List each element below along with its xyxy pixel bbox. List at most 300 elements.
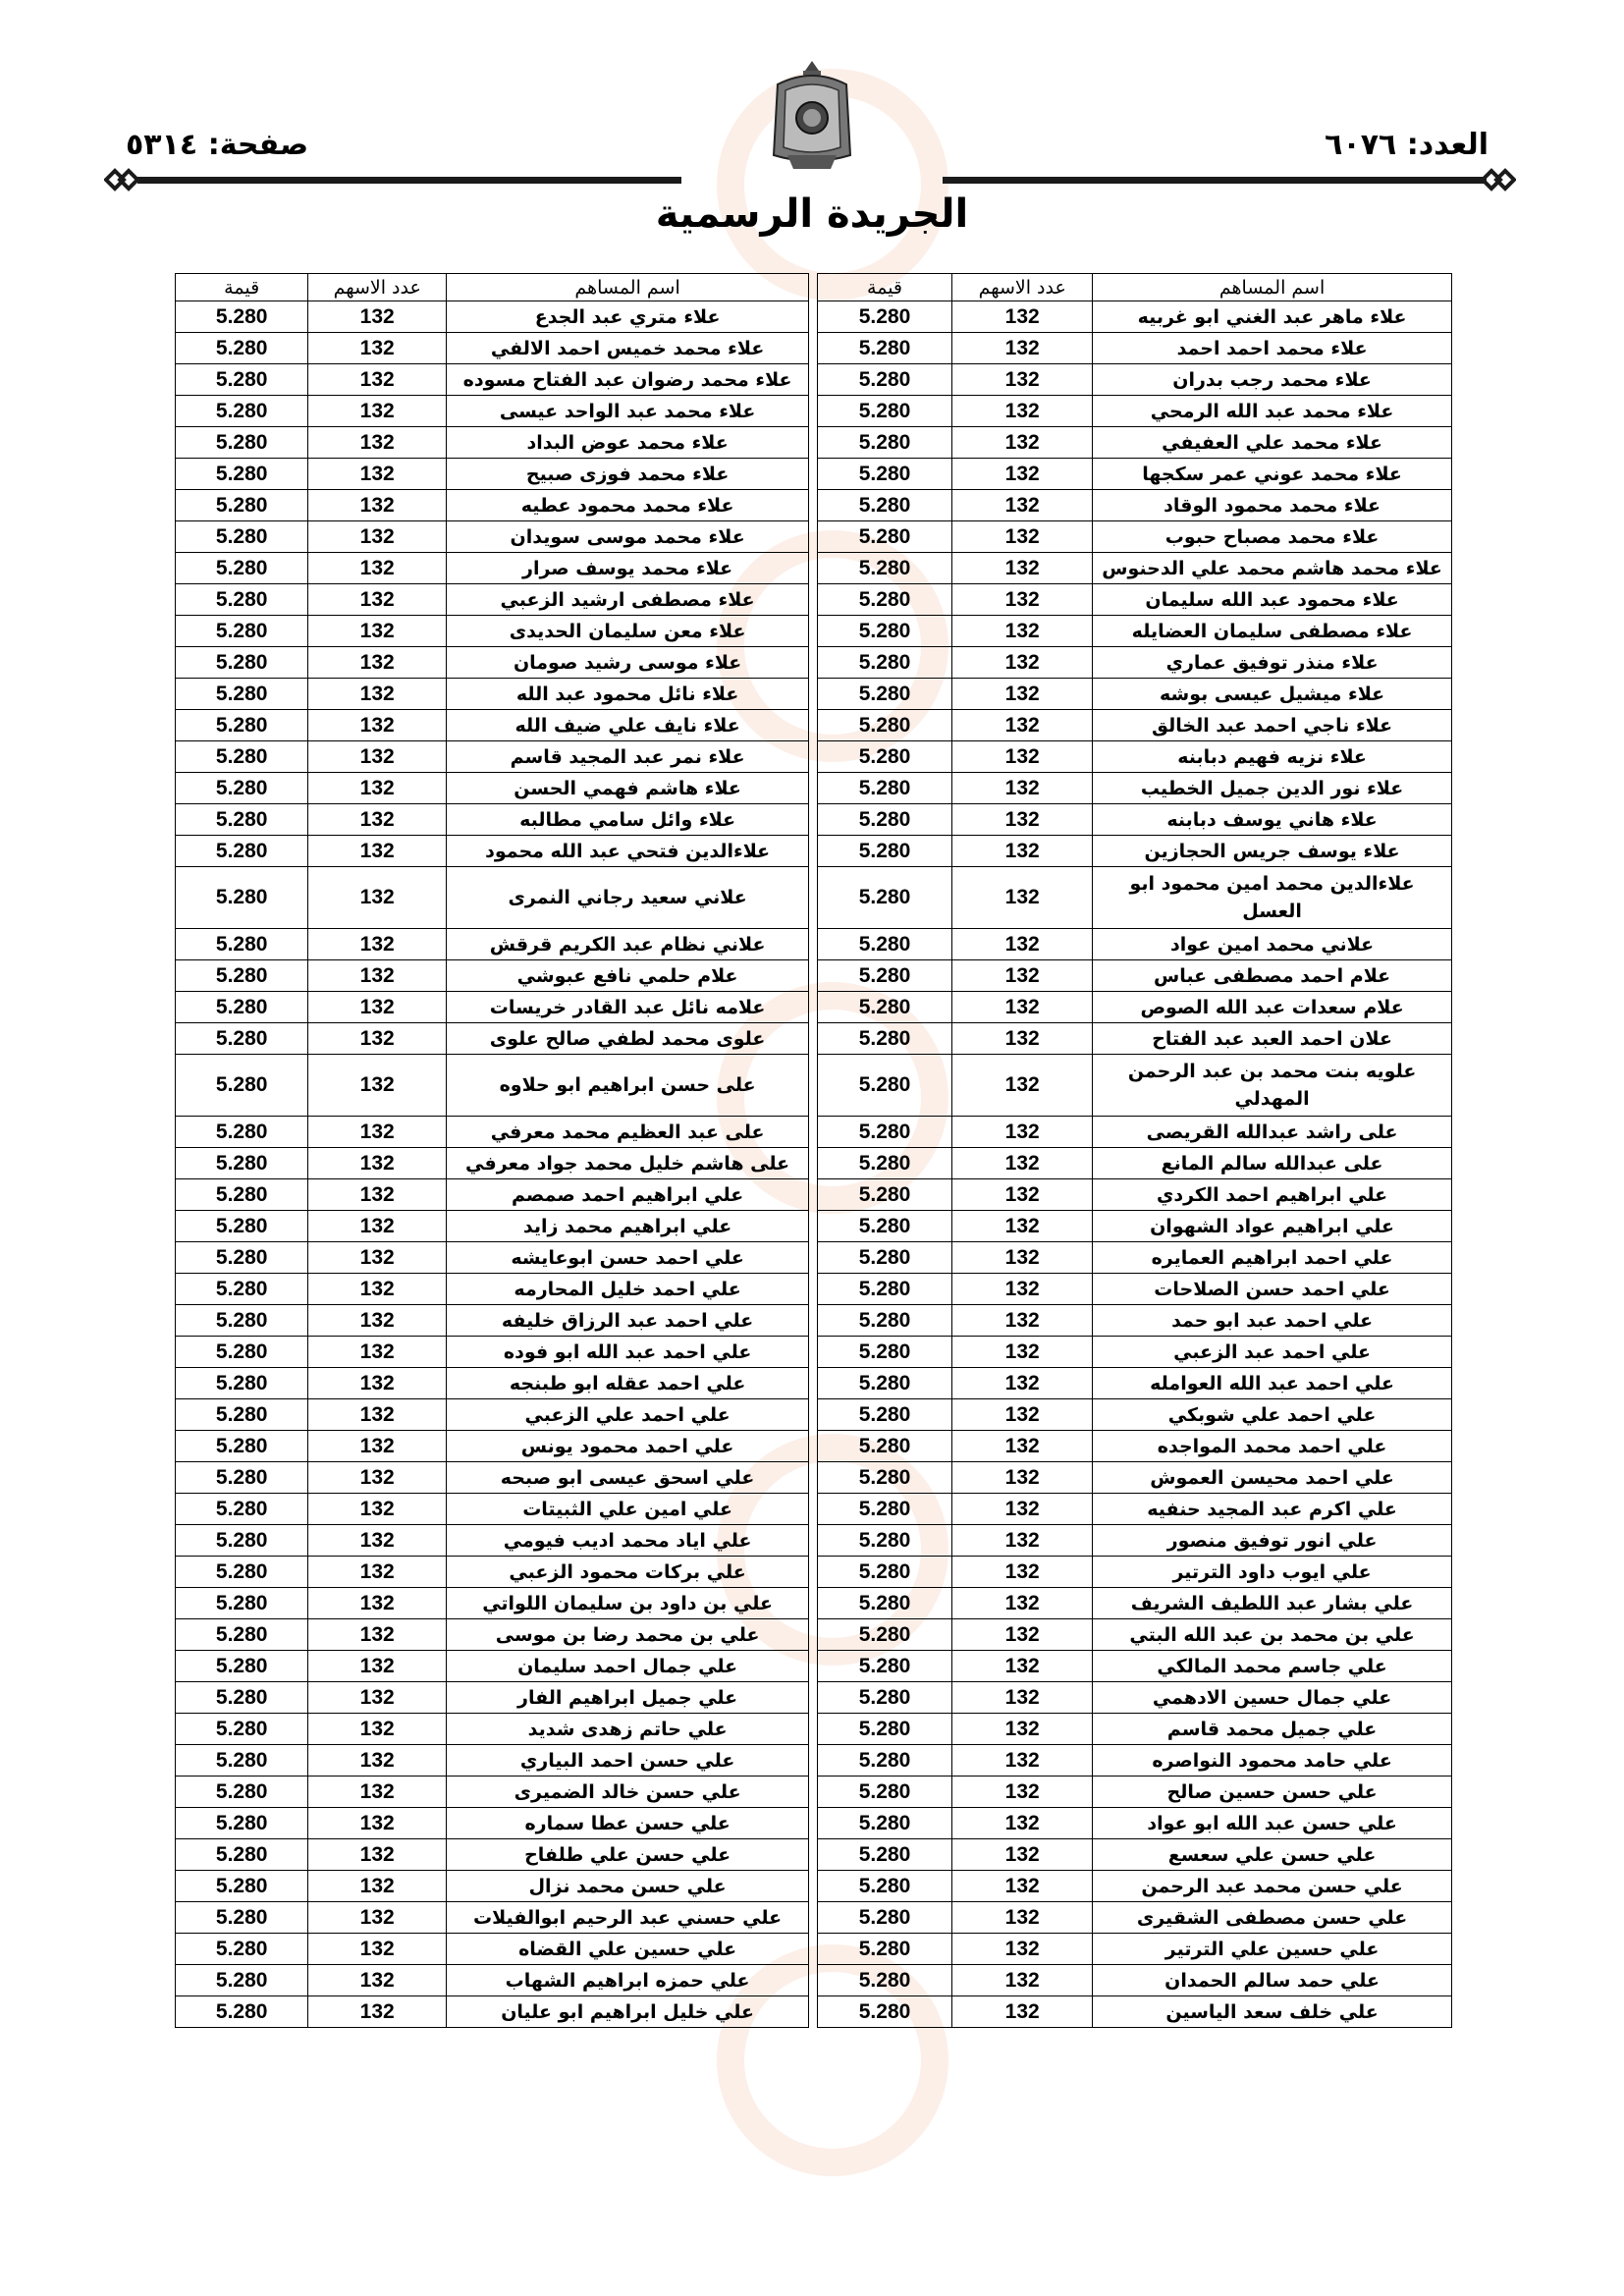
share-value-cell: 5.280	[176, 459, 308, 490]
share-value-cell: 5.280	[817, 1305, 951, 1337]
table-row	[176, 1399, 1452, 1431]
share-value-cell: 5.280	[176, 1871, 308, 1902]
column-gap	[809, 1682, 818, 1714]
column-gap	[809, 1714, 818, 1745]
shareholder-name-cell: علاء نمر عبد المجيد قاسم	[447, 741, 809, 773]
table-row	[176, 1714, 1452, 1745]
page-header	[0, 0, 1624, 265]
shareholder-name-cell: علاني نظام عبد الكريم قرقش	[447, 929, 809, 960]
column-gap	[809, 1996, 818, 2028]
shareholder-name-cell: علي اياد محمد اديب فيومي	[447, 1525, 809, 1557]
share-value-cell: 5.280	[176, 1494, 308, 1525]
shareholder-name-cell: علي بركات محمود الزعبي	[447, 1557, 809, 1588]
share-value-cell: 5.280	[176, 773, 308, 804]
shareholder-name-cell: علي حسن محمد نزال	[447, 1871, 809, 1902]
shareholder-name-cell: علاء محمد عوض البداد	[447, 427, 809, 459]
shareholder-name-cell: علي جاسم محمد المالكي	[1093, 1651, 1452, 1682]
shareholder-name-cell: علاء ناجي احمد عبد الخالق	[1093, 710, 1452, 741]
shareholder-name-cell: علي ابراهيم محمد زايد	[447, 1211, 809, 1242]
share-value-cell: 5.280	[817, 1431, 951, 1462]
shareholder-name-cell: علاني محمد امين عواد	[1093, 929, 1452, 960]
column-gap	[809, 1619, 818, 1651]
shareholder-name-cell: علاء منذر توفيق عماري	[1093, 647, 1452, 679]
shareholder-name-cell: علويه بنت محمد بن عبد الرحمن المهدلي	[1093, 1055, 1452, 1117]
share-value-cell: 5.280	[176, 710, 308, 741]
shareholder-name-cell: علاء مصطفى ارشيد الزعبي	[447, 584, 809, 616]
share-count-cell: 132	[308, 1965, 447, 1996]
share-count-cell: 132	[952, 1117, 1093, 1148]
share-value-cell: 5.280	[817, 960, 951, 992]
column-gap	[809, 333, 818, 364]
share-count-cell: 132	[308, 1902, 447, 1934]
share-value-cell: 5.280	[817, 1557, 951, 1588]
share-count-cell: 132	[308, 1619, 447, 1651]
column-gap	[809, 741, 818, 773]
share-count-cell: 132	[308, 553, 447, 584]
share-value-cell: 5.280	[817, 1839, 951, 1871]
shareholder-name-cell: علي اسحق عيسى ابو صبحه	[447, 1462, 809, 1494]
share-value-cell: 5.280	[817, 1179, 951, 1211]
share-value-cell: 5.280	[176, 1242, 308, 1274]
share-count-cell: 132	[952, 1557, 1093, 1588]
share-value-cell: 5.280	[176, 1619, 308, 1651]
table-row	[176, 1055, 1452, 1117]
table-row	[176, 1179, 1452, 1211]
shareholder-name-cell: علي حسن محمد عبد الرحمن	[1093, 1871, 1452, 1902]
column-gap	[809, 929, 818, 960]
column-gap	[809, 1305, 818, 1337]
table-row	[176, 1337, 1452, 1368]
column-gap	[809, 1871, 818, 1902]
shareholder-name-cell: علاء محمد عبد الواحد عيسى	[447, 396, 809, 427]
share-value-cell: 5.280	[817, 333, 951, 364]
column-gap	[809, 274, 818, 301]
column-gap	[809, 1368, 818, 1399]
share-value-cell: 5.280	[176, 929, 308, 960]
share-value-cell: 5.280	[176, 1934, 308, 1965]
share-count-cell: 132	[952, 333, 1093, 364]
share-count-cell: 132	[308, 1305, 447, 1337]
share-value-cell: 5.280	[176, 1525, 308, 1557]
share-value-cell: 5.280	[176, 1023, 308, 1055]
share-count-cell: 132	[308, 1588, 447, 1619]
jordan-emblem-icon	[768, 57, 856, 173]
share-count-cell: 132	[952, 710, 1093, 741]
share-count-cell: 132	[308, 1023, 447, 1055]
column-gap	[809, 364, 818, 396]
share-count-cell: 132	[952, 1148, 1093, 1179]
share-count-cell: 132	[952, 773, 1093, 804]
column-gap	[809, 616, 818, 647]
column-gap	[809, 1777, 818, 1808]
share-count-cell: 132	[952, 1651, 1093, 1682]
paper-title: الجريدة الرسمية	[655, 191, 969, 237]
table-row	[176, 1368, 1452, 1399]
table-row	[176, 1651, 1452, 1682]
share-value-cell: 5.280	[817, 992, 951, 1023]
share-count-cell: 132	[952, 1431, 1093, 1462]
shareholder-name-cell: علي احمد عبد الله العوامله	[1093, 1368, 1452, 1399]
share-count-cell: 132	[308, 710, 447, 741]
shareholder-name-cell: على عبد العظيم محمد معرفي	[447, 1117, 809, 1148]
shareholder-name-cell: علي احمد علي شوبكي	[1093, 1399, 1452, 1431]
table-row	[176, 1557, 1452, 1588]
share-count-cell: 132	[952, 1525, 1093, 1557]
shareholder-name-cell: علي امين علي الثبيتات	[447, 1494, 809, 1525]
share-count-cell: 132	[952, 1368, 1093, 1399]
page-number: صفحة: ٥٣١٤	[126, 128, 309, 162]
table-row	[176, 1525, 1452, 1557]
shareholder-name-cell: علام حلمي نافع عبوشي	[447, 960, 809, 992]
share-value-cell: 5.280	[817, 1274, 951, 1305]
column-header-shares: عدد الاسهم	[952, 274, 1093, 301]
share-count-cell: 132	[308, 1337, 447, 1368]
share-count-cell: 132	[308, 616, 447, 647]
shareholder-name-cell: علاء محمد يوسف صرار	[447, 553, 809, 584]
ornament-knot-icon	[1481, 167, 1516, 192]
share-count-cell: 132	[952, 1399, 1093, 1431]
share-count-cell: 132	[308, 1934, 447, 1965]
shareholders-table-wrap	[175, 273, 1452, 2028]
column-gap	[809, 1117, 818, 1148]
share-value-cell: 5.280	[817, 427, 951, 459]
shareholder-name-cell: علاء هاني يوسف دبابنه	[1093, 804, 1452, 836]
table-row	[176, 1682, 1452, 1714]
share-value-cell: 5.280	[176, 584, 308, 616]
shareholder-name-cell: علي جميل ابراهيم الفار	[447, 1682, 809, 1714]
table-header-row	[176, 274, 1452, 301]
share-count-cell: 132	[952, 490, 1093, 521]
share-value-cell: 5.280	[817, 1242, 951, 1274]
table-row	[176, 741, 1452, 773]
column-gap	[809, 1965, 818, 1996]
share-count-cell: 132	[952, 1462, 1093, 1494]
share-value-cell: 5.280	[176, 1055, 308, 1117]
share-value-cell: 5.280	[817, 1902, 951, 1934]
share-value-cell: 5.280	[817, 459, 951, 490]
share-value-cell: 5.280	[176, 647, 308, 679]
column-gap	[809, 836, 818, 867]
share-value-cell: 5.280	[176, 741, 308, 773]
column-gap	[809, 1337, 818, 1368]
column-gap	[809, 396, 818, 427]
share-count-cell: 132	[952, 804, 1093, 836]
table-row	[176, 553, 1452, 584]
shareholder-name-cell: علي خلف سعد الياسين	[1093, 1996, 1452, 2028]
table-row	[176, 1211, 1452, 1242]
share-count-cell: 132	[952, 364, 1093, 396]
column-header-value: قيمة	[817, 274, 951, 301]
column-gap	[809, 1839, 818, 1871]
table-row	[176, 459, 1452, 490]
share-count-cell: 132	[308, 1714, 447, 1745]
share-count-cell: 132	[308, 1745, 447, 1777]
share-value-cell: 5.280	[817, 1651, 951, 1682]
share-value-cell: 5.280	[817, 1337, 951, 1368]
shareholder-name-cell: علاء ماهر عبد الغني ابو غربيه	[1093, 301, 1452, 333]
share-count-cell: 132	[308, 1557, 447, 1588]
share-count-cell: 132	[952, 1588, 1093, 1619]
shareholder-name-cell: علي احمد حسن الصلاحات	[1093, 1274, 1452, 1305]
table-row	[176, 1023, 1452, 1055]
share-count-cell: 132	[952, 584, 1093, 616]
shareholder-name-cell: علاء محمد هاشم محمد علي الدحنوس	[1093, 553, 1452, 584]
share-count-cell: 132	[308, 396, 447, 427]
share-value-cell: 5.280	[176, 521, 308, 553]
table-row	[176, 521, 1452, 553]
share-value-cell: 5.280	[817, 490, 951, 521]
table-row	[176, 396, 1452, 427]
share-value-cell: 5.280	[817, 1399, 951, 1431]
table-row	[176, 427, 1452, 459]
share-count-cell: 132	[308, 741, 447, 773]
table-row	[176, 584, 1452, 616]
share-value-cell: 5.280	[817, 1619, 951, 1651]
shareholder-name-cell: علي احمد محيسن العموش	[1093, 1462, 1452, 1494]
share-value-cell: 5.280	[817, 710, 951, 741]
share-count-cell: 132	[952, 647, 1093, 679]
shareholder-name-cell: علي جمال احمد سليمان	[447, 1651, 809, 1682]
shareholder-name-cell: علي خليل ابراهيم ابو عليان	[447, 1996, 809, 2028]
share-value-cell: 5.280	[176, 679, 308, 710]
share-value-cell: 5.280	[176, 1839, 308, 1871]
shareholder-name-cell: علي احمد علي الزعبي	[447, 1399, 809, 1431]
column-gap	[809, 992, 818, 1023]
share-count-cell: 132	[308, 773, 447, 804]
share-count-cell: 132	[952, 1714, 1093, 1745]
shareholder-name-cell: علي ابراهيم احمد صمصم	[447, 1179, 809, 1211]
share-value-cell: 5.280	[817, 1682, 951, 1714]
share-count-cell: 132	[952, 1902, 1093, 1934]
ornament-knot-icon	[104, 167, 139, 192]
share-value-cell: 5.280	[176, 553, 308, 584]
shareholder-name-cell: علي احمد عبد الزعبي	[1093, 1337, 1452, 1368]
share-count-cell: 132	[308, 1148, 447, 1179]
share-value-cell: 5.280	[817, 616, 951, 647]
share-count-cell: 132	[308, 1055, 447, 1117]
table-row	[176, 1274, 1452, 1305]
share-count-cell: 132	[308, 1179, 447, 1211]
share-count-cell: 132	[308, 929, 447, 960]
column-gap	[809, 679, 818, 710]
share-value-cell: 5.280	[176, 1996, 308, 2028]
shareholder-name-cell: علي حسن خالد الضميرى	[447, 1777, 809, 1808]
shareholder-name-cell: علي حسن عبد الله ابو عواد	[1093, 1808, 1452, 1839]
share-value-cell: 5.280	[176, 1179, 308, 1211]
shareholder-name-cell: علاء نزيه فهيم دبابنه	[1093, 741, 1452, 773]
share-value-cell: 5.280	[176, 333, 308, 364]
share-count-cell: 132	[952, 679, 1093, 710]
shareholder-name-cell: علي حسين علي القضاه	[447, 1934, 809, 1965]
table-row	[176, 1494, 1452, 1525]
share-count-cell: 132	[308, 867, 447, 929]
shareholder-name-cell: علي احمد عبد الرزاق خليفه	[447, 1305, 809, 1337]
share-count-cell: 132	[952, 301, 1093, 333]
share-value-cell: 5.280	[176, 1368, 308, 1399]
shareholder-name-cell: علاء محمد خميس احمد الالفي	[447, 333, 809, 364]
share-value-cell: 5.280	[176, 1808, 308, 1839]
share-value-cell: 5.280	[176, 1777, 308, 1808]
table-row	[176, 1777, 1452, 1808]
share-value-cell: 5.280	[817, 836, 951, 867]
shareholder-name-cell: علاءالدين محمد امين محمود ابو العسل	[1093, 867, 1452, 929]
share-value-cell: 5.280	[176, 1682, 308, 1714]
table-row	[176, 929, 1452, 960]
share-value-cell: 5.280	[817, 1211, 951, 1242]
share-value-cell: 5.280	[176, 1651, 308, 1682]
share-count-cell: 132	[952, 1839, 1093, 1871]
shareholder-name-cell: علاء محمد علي العفيفي	[1093, 427, 1452, 459]
shareholder-name-cell: علي بن محمد رضا بن موسى	[447, 1619, 809, 1651]
share-count-cell: 132	[952, 1274, 1093, 1305]
column-gap	[809, 1274, 818, 1305]
table-row	[176, 1462, 1452, 1494]
shareholder-name-cell: علي حسن احمد البياري	[447, 1745, 809, 1777]
share-value-cell: 5.280	[176, 1714, 308, 1745]
shareholder-name-cell: علي حسن علي سعسع	[1093, 1839, 1452, 1871]
share-count-cell: 132	[308, 1839, 447, 1871]
share-value-cell: 5.280	[176, 1148, 308, 1179]
share-value-cell: 5.280	[176, 427, 308, 459]
shareholder-name-cell: علامه نائل عبد القادر خريسات	[447, 992, 809, 1023]
table-row	[176, 1934, 1452, 1965]
column-gap	[809, 867, 818, 929]
share-count-cell: 132	[952, 459, 1093, 490]
shareholder-name-cell: علي احمد عقله ابو طبنجه	[447, 1368, 809, 1399]
share-count-cell: 132	[308, 490, 447, 521]
share-value-cell: 5.280	[817, 1808, 951, 1839]
column-gap	[809, 1808, 818, 1839]
share-count-cell: 132	[952, 929, 1093, 960]
shareholder-name-cell: علي احمد عبد الله ابو فوده	[447, 1337, 809, 1368]
column-gap	[809, 521, 818, 553]
share-count-cell: 132	[308, 1117, 447, 1148]
shareholder-name-cell: علاء نور الدين جميل الخطيب	[1093, 773, 1452, 804]
share-count-cell: 132	[952, 1808, 1093, 1839]
share-value-cell: 5.280	[176, 1274, 308, 1305]
share-count-cell: 132	[308, 1651, 447, 1682]
table-row	[176, 960, 1452, 992]
share-count-cell: 132	[308, 992, 447, 1023]
shareholder-name-cell: علي بن محمد بن عبد الله البتي	[1093, 1619, 1452, 1651]
table-row	[176, 1117, 1452, 1148]
share-value-cell: 5.280	[176, 301, 308, 333]
share-count-cell: 132	[308, 647, 447, 679]
header-rule-right	[943, 177, 1487, 184]
shareholder-name-cell: علاء متري عبد الجدع	[447, 301, 809, 333]
shareholder-name-cell: علاء ميشيل عيسى بوشه	[1093, 679, 1452, 710]
share-count-cell: 132	[308, 1682, 447, 1714]
column-header-value: قيمة	[176, 274, 308, 301]
share-count-cell: 132	[952, 1337, 1093, 1368]
column-gap	[809, 1431, 818, 1462]
share-value-cell: 5.280	[817, 584, 951, 616]
share-value-cell: 5.280	[176, 490, 308, 521]
share-value-cell: 5.280	[176, 960, 308, 992]
shareholder-name-cell: علاء نائل محمود عبد الله	[447, 679, 809, 710]
share-value-cell: 5.280	[176, 1965, 308, 1996]
share-value-cell: 5.280	[817, 1934, 951, 1965]
share-value-cell: 5.280	[176, 1462, 308, 1494]
column-gap	[809, 1148, 818, 1179]
share-value-cell: 5.280	[817, 396, 951, 427]
table-row	[176, 836, 1452, 867]
shareholder-name-cell: علي بن داود بن سليمان اللواتي	[447, 1588, 809, 1619]
share-value-cell: 5.280	[817, 647, 951, 679]
share-count-cell: 132	[308, 1777, 447, 1808]
header-rule-left	[137, 177, 681, 184]
share-value-cell: 5.280	[817, 1055, 951, 1117]
table-row	[176, 490, 1452, 521]
share-value-cell: 5.280	[817, 1117, 951, 1148]
shareholder-name-cell: علي احمد حسن ابوعايشه	[447, 1242, 809, 1274]
share-value-cell: 5.280	[817, 553, 951, 584]
share-count-cell: 132	[952, 1023, 1093, 1055]
column-gap	[809, 1242, 818, 1274]
column-gap	[809, 1179, 818, 1211]
shareholder-name-cell: علي احمد خليل المحارمه	[447, 1274, 809, 1305]
share-value-cell: 5.280	[176, 1431, 308, 1462]
share-value-cell: 5.280	[176, 1902, 308, 1934]
shareholder-name-cell: علاءالدين فتحي عبد الله محمود	[447, 836, 809, 867]
table-row	[176, 867, 1452, 929]
share-count-cell: 132	[308, 459, 447, 490]
shareholder-name-cell: علاء محمد رضوان عبد الفتاح مسوده	[447, 364, 809, 396]
table-row	[176, 1965, 1452, 1996]
share-count-cell: 132	[952, 396, 1093, 427]
shareholder-name-cell: علي ابراهيم احمد الكردي	[1093, 1179, 1452, 1211]
share-value-cell: 5.280	[176, 364, 308, 396]
column-gap	[809, 1934, 818, 1965]
share-value-cell: 5.280	[817, 301, 951, 333]
table-row	[176, 301, 1452, 333]
shareholder-name-cell: على حسن ابراهيم ابو حلاوه	[447, 1055, 809, 1117]
share-value-cell: 5.280	[817, 1714, 951, 1745]
share-value-cell: 5.280	[817, 1023, 951, 1055]
shareholder-name-cell: علاء محمد محمود الوقاد	[1093, 490, 1452, 521]
column-gap	[809, 960, 818, 992]
share-count-cell: 132	[308, 364, 447, 396]
column-gap	[809, 1494, 818, 1525]
share-count-cell: 132	[952, 1871, 1093, 1902]
table-row	[176, 1431, 1452, 1462]
share-value-cell: 5.280	[176, 616, 308, 647]
column-gap	[809, 584, 818, 616]
share-value-cell: 5.280	[817, 1588, 951, 1619]
share-value-cell: 5.280	[176, 1117, 308, 1148]
shareholders-table	[175, 273, 1452, 2028]
column-gap	[809, 1525, 818, 1557]
share-value-cell: 5.280	[817, 364, 951, 396]
table-row	[176, 773, 1452, 804]
share-count-cell: 132	[952, 1055, 1093, 1117]
share-value-cell: 5.280	[817, 804, 951, 836]
shareholder-name-cell: علاء يوسف جريس الحجازين	[1093, 836, 1452, 867]
share-value-cell: 5.280	[176, 1399, 308, 1431]
shareholder-name-cell: علي ايوب داود الترتير	[1093, 1557, 1452, 1588]
table-row	[176, 616, 1452, 647]
shareholder-name-cell: علي احمد عبد ابو حمد	[1093, 1305, 1452, 1337]
shareholder-name-cell: علاء محمد احمد احمد	[1093, 333, 1452, 364]
share-count-cell: 132	[952, 521, 1093, 553]
share-count-cell: 132	[952, 1682, 1093, 1714]
share-count-cell: 132	[308, 1274, 447, 1305]
column-gap	[809, 1651, 818, 1682]
share-count-cell: 132	[308, 679, 447, 710]
share-count-cell: 132	[952, 427, 1093, 459]
column-gap	[809, 1023, 818, 1055]
table-row	[176, 1996, 1452, 2028]
